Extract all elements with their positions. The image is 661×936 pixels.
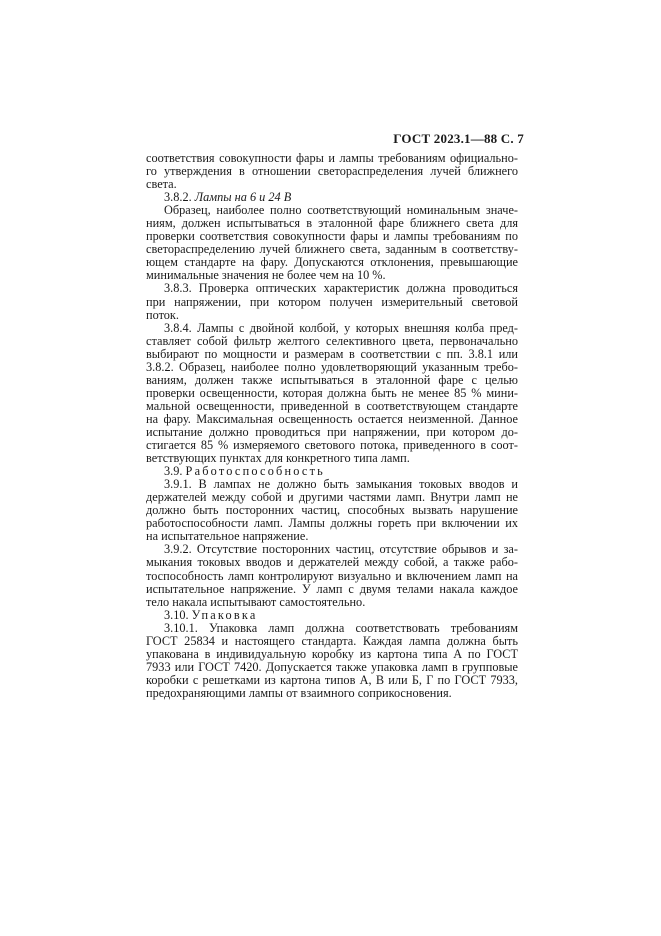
section-title: Лампы на 6 и 24 В bbox=[194, 190, 292, 205]
text-line: ветствующих пунктах для конкретного типа ламп. bbox=[146, 451, 410, 466]
section-number: 3.8.2. bbox=[164, 190, 192, 205]
text-line: проверки соответствия совокупности фары и лампы требованиям по bbox=[146, 229, 518, 244]
text-line: 3.8.3. Проверка оптических характеристик должна проводиться bbox=[164, 281, 518, 296]
text-line: мыкания токовых вводов и держателей между собой, а также рабо- bbox=[146, 555, 518, 570]
text-line: соответствия совокупности фары и лампы требованиям официально- bbox=[146, 151, 518, 165]
section-heading-3-10 bbox=[146, 609, 518, 622]
paragraph-3-8-3 bbox=[146, 282, 518, 321]
section-title: Работоспособность bbox=[185, 464, 325, 479]
paragraph-3-9-1 bbox=[146, 478, 518, 543]
paragraph-3-8-1-continuation bbox=[146, 152, 518, 191]
text-line: испытательное напряжение. У ламп с двумя телами накала каждое bbox=[146, 581, 518, 596]
text-line: ющем стандарте на фару. Допускаются отклонения, превышающие bbox=[146, 255, 518, 270]
text-line: 3.10.1. Упаковка ламп должна соответствовать требованиям bbox=[164, 620, 518, 635]
text-line: 3.9.2. Отсутствие посторонних частиц, отсутствие обрывов и за- bbox=[164, 542, 518, 557]
section-title: Упаковка bbox=[191, 607, 258, 622]
text-line: Образец, наиболее полно соответствующий номинальным значе- bbox=[164, 203, 518, 218]
text-line: стигается 85 % измеряемого светового потока, приведенного в соот- bbox=[146, 438, 518, 453]
text-line: тело накала испытывают самостоятельно. bbox=[146, 594, 366, 609]
document-body bbox=[146, 152, 518, 700]
text-line: го утверждения в отношении светораспределения лучей ближнего bbox=[146, 164, 518, 179]
text-line: выбирают по мощности и размерам в соответствии с пп. 3.8.1 или bbox=[146, 346, 518, 361]
text-line: светораспределению лучей ближнего света, заданным в соответству- bbox=[146, 242, 518, 257]
text-line: ниям, должен испытываться в эталонной фаре ближнего света для bbox=[146, 216, 518, 231]
text-line: 3.8.2. Образец, наиболее полно удовлетворяющий указанным требо- bbox=[146, 359, 518, 374]
paragraph-3-8-4 bbox=[146, 322, 518, 466]
text-line: поток. bbox=[146, 307, 179, 322]
text-line: держателей между собой и другими частями ламп. Внутри ламп не bbox=[146, 490, 518, 505]
text-line: 7933 или ГОСТ 7420. Допускается также упаковка ламп в групповые bbox=[146, 659, 518, 674]
text-line: ваниям, должен также испытываться в эталонной фаре с целью bbox=[146, 372, 518, 387]
text-line: 3.8.4. Лампы с двойной колбой, у которых внешняя колба пред- bbox=[164, 320, 518, 335]
text-line: ГОСТ 25834 и настоящего стандарта. Каждая лампа должна быть bbox=[146, 633, 518, 648]
paragraph-3-8-2-body bbox=[146, 204, 518, 282]
text-line: упакована в индивидуальную коробку из картона типа А по ГОСТ bbox=[146, 646, 518, 661]
section-number: 3.10. bbox=[164, 607, 189, 622]
text-line: испытание должно проводиться при напряжении, при котором до- bbox=[146, 424, 518, 439]
text-line: при напряжении, при котором получен измерительный световой bbox=[146, 294, 518, 309]
text-line: минимальные значения не более чем на 10 %. bbox=[146, 268, 386, 283]
text-line: на испытательное напряжение. bbox=[146, 529, 309, 544]
text-line: коробки с решетками из картона типов А, В или Б, Г по ГОСТ 7933, bbox=[146, 672, 518, 687]
text-line: предохраняющими лампы от взаимного соприкосновения. bbox=[146, 685, 452, 700]
paragraph-3-9-2 bbox=[146, 543, 518, 608]
text-line: света. bbox=[146, 177, 177, 192]
text-line: проверки освещенности, которая должна быть не менее 85 % мини- bbox=[146, 385, 518, 400]
text-line: работоспособности ламп. Лампы должны гореть при включении их bbox=[146, 516, 518, 531]
text-line: 3.9.1. В лампах не должно быть замыкания токовых вводов и bbox=[164, 477, 518, 492]
text-line: ставляет собой фильтр желтого селективного цвета, первоначально bbox=[146, 333, 518, 348]
text-line: на фару. Максимальная освещенность остается неизменной. Данное bbox=[146, 411, 518, 426]
paragraph-3-10-1 bbox=[146, 622, 518, 700]
text-line: тоспособность ламп контролируют визуально и включением ламп на bbox=[146, 568, 518, 583]
page-header: ГОСТ 2023.1—88 С. 7 bbox=[393, 131, 524, 146]
text-line: должно быть посторонних частиц, способных вызвать нарушение bbox=[146, 503, 518, 518]
section-number: 3.9. bbox=[164, 464, 183, 479]
text-line: мальной освещенности, приведенной в соответствующем стандарте bbox=[146, 398, 518, 413]
